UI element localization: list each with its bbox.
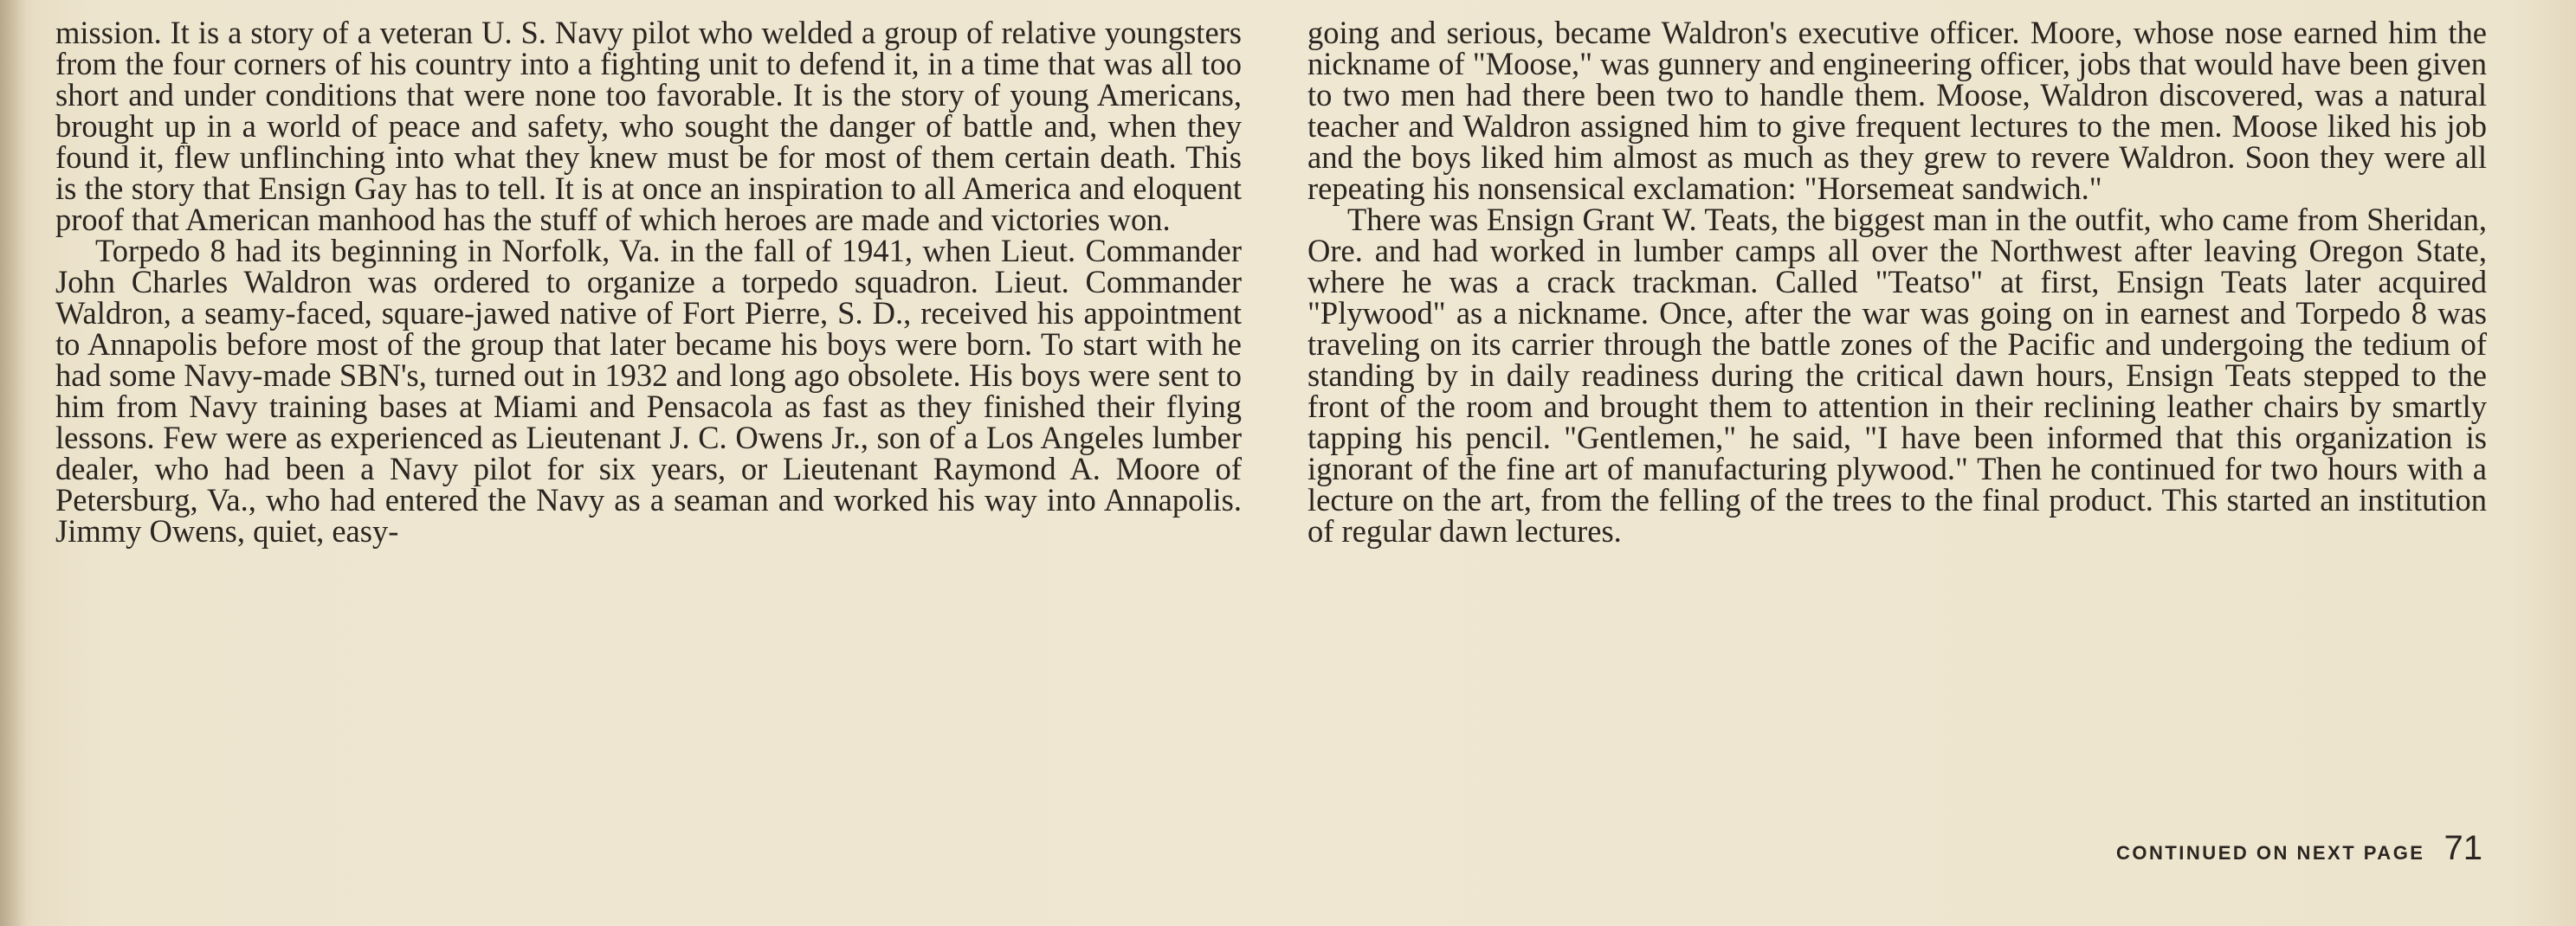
continued-label: CONTINUED ON NEXT PAGE [2115,842,2425,864]
paragraph: Torpedo 8 had its beginning in Norfolk, Va. in the fall of 1941, when Lieut. Commander John Charles Waldron was ordered to organize a torpedo squadron. Lieut. Commander Waldron, a seamy-faced, square-jawed native of Fort Pierre, S. D., received his appointment to Annapolis before most of the group that later became his boys were born. To start with he had some Navy-made SBN's, turned out in 1932 and long ago obsolete. His boys were sent to him from Navy training bases at Miami and Pensacola as fast as they finished their flying lessons. Few were as experienced as Lieutenant J. C. Owens Jr., son of a Los Angeles lumber dealer, who had been a Navy pilot for six years, or Lieutenant Raymond A. Moore of Petersburg, Va., who had entered the Navy as a seaman and worked his way into Annapolis. Jimmy Owens, quiet, easy- [55,233,1242,549]
binding-shadow [0,0,26,926]
right-column [1307,17,2487,547]
page-footer [2116,829,2482,868]
left-column [55,17,1242,547]
paragraph: There was Ensign Grant W. Teats, the biggest man in the outfit, who came from Sheridan, Ore. and had worked in lumber camps all over the Northwest after leaving Oregon State, where he was a crack trackman. Called "Teatso" at first, Ensign Teats later acquired "Plywood" as a nickname. Once, after the war was going on in earnest and Torpedo 8 was traveling on its carrier through the battle zones of the Pacific and undergoing the tedium of standing by in daily readiness during the critical dawn hours, Ensign Teats stepped to the front of the room and brought them to attention in their reclining leather chairs by smartly tapping his pencil. "Gentlemen," he said, "I have been informed that this organization is ignorant of the fine art of manufacturing plywood." Then he continued for two hours with a lecture on the art, from the felling of the trees to the final product. This started an institution of regular dawn lectures. [1307,202,2487,549]
paragraph: going and serious, became Waldron's executive officer. Moore, whose nose earned him the nickname of "Moose," was gunnery and engineering officer, jobs that would have been given to two men had there been two to handle them. Moose, Waldron discovered, was a natural teacher and Waldron assigned him to give frequent lectures to the men. Moose liked his job and the boys liked him almost as much as they grew to revere Waldron. Soon they were all repeating his nonsensical exclamation: "Horsemeat sandwich." [1307,15,2487,206]
paragraph: mission. It is a story of a veteran U. S. Navy pilot who welded a group of relative youngsters from the four corners of his country into a fighting unit to defend it, in a time that was all too short and under conditions that were none too favorable. It is the story of young Americans, brought up in a world of peace and safety, who sought the danger of battle and, when they found it, flew unflinching into what they knew must be for most of them certain death. This is the story that Ensign Gay has to tell. It is at once an inspiration to all America and eloquent proof that American manhood has the stuff of which heroes are made and victories won. [55,15,1242,237]
page-number: 71 [2444,829,2482,867]
